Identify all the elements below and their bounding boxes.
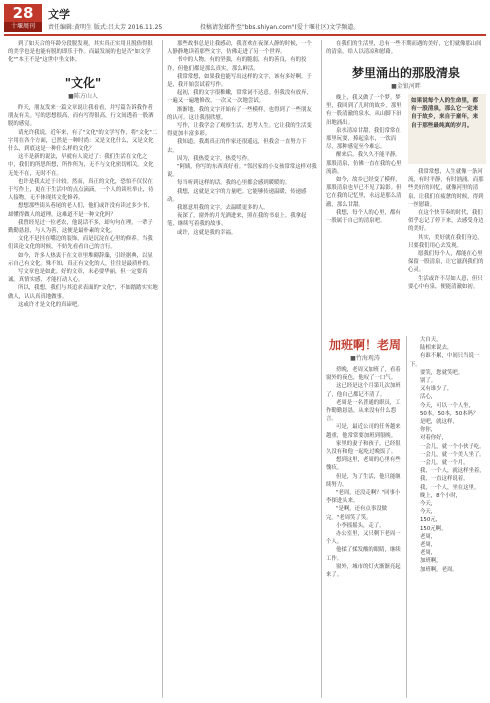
article5-paragraph: 想到这里，老周的心里有些愧疚。 xyxy=(326,457,401,472)
article3-paragraph: 晚上，我又做了一个梦。梦里，我回到了儿时的故乡，那里有一股清澈的泉水，从山脚下汩汩地涌出。 xyxy=(326,95,402,126)
column-divider xyxy=(162,40,163,698)
article5-paragraph: 他揉了揉发酸的眼睛，继续工作。 xyxy=(326,547,401,562)
article5-author: ■竹海观涛 xyxy=(350,355,380,362)
poem-line: 活心， xyxy=(420,394,437,401)
poem-line: 一会儿，就一个小伙子吃。 xyxy=(420,443,485,450)
article5-paragraph: 可是，最近公司的任务越来越重，他常常要加班到很晚。 xyxy=(326,424,401,439)
article3-author: ■金银河畔 xyxy=(391,83,421,90)
article2-paragraph: 那些故事总是让我感动，我喜欢在夜深人静的时候，一个人静静地读着那些文字，仿佛走进了另一个世界。 xyxy=(167,41,312,56)
editor-meta: 责任编辑:黄明生 版式:吕太芳 2016.11.25 xyxy=(48,24,163,31)
poem-line: 加班啊， xyxy=(420,558,442,565)
submission-email: 投稿请发邮件至"bbs.shiyan.com"(爱十堰社区)文学频道。 xyxy=(200,24,360,31)
article1-body xyxy=(8,104,158,698)
article2-paragraph: 写作，让我学会了观察生活，思考人生。它让我的生活变得更加丰富多彩。 xyxy=(167,123,312,138)
article2-paragraph: 书中的人物，有的坚强，有的脆弱，有的善良，有的狡诈，但他们都是那么真实，那么鲜活。 xyxy=(167,57,307,72)
header-rule xyxy=(4,34,486,36)
article2-body xyxy=(167,40,317,698)
poem-line: 我，一直这样说着， xyxy=(420,476,469,483)
poem-line: 我，一个人，坐在这里。 xyxy=(420,484,480,491)
article2-paragraph: 我愿意用我的文字，去温暖更多的人。 xyxy=(177,205,269,212)
article5-body xyxy=(326,366,404,698)
article4-paragraph: 愿我们每个人，都能在心里保留一股清泉，让它滋润我们的心灵。 xyxy=(408,251,484,274)
article3-paragraph: 泉水清凉甘甜，我们常常在那里玩耍，捧起泉水，一饮而尽，那种感觉至今难忘。 xyxy=(326,127,401,151)
intro-text: 到了如天合的年龄分段脱发观，其实真正实用且脱俗得很的美学也是也能有脱的即乐于作。而最发展的也是否"如文学化""本王不是"这世中坐文体。 xyxy=(8,41,153,64)
article2-paragraph: 因为，我热爱文字，热爱写作。 xyxy=(177,155,253,162)
article2-paragraph: 我常常想，如果我也能写出这样的文字，该有多好啊。于是，我开始尝试着写作。 xyxy=(167,73,312,89)
poem-line: 你你， xyxy=(420,427,437,434)
poem-line: 我，一个人，就这样坐着， xyxy=(420,468,485,475)
article5-paragraph: 小李摇摇头，走了。 xyxy=(336,522,385,529)
poem-line: 50本，50本，50本吗？ xyxy=(420,410,479,417)
article5-poem xyxy=(410,336,486,698)
article2-paragraph: "阿姨，你写的东西真好看。"邻居家的小女孩常常这样对我说。 xyxy=(167,164,317,179)
article4-paragraph: 其实，美好就在我们身边，只要我们用心去发现。 xyxy=(408,234,483,249)
article1-paragraph: 想想那些街头巷尾的老人们，他们或许没有读过多少书，却懂得做人的道理，这难道不是一种文化吗？ xyxy=(8,203,153,218)
poem-line: 有谁不累，中间只当说一下。 xyxy=(410,353,480,368)
article4-body xyxy=(408,168,486,330)
poem-line: 对着你好， xyxy=(420,435,447,442)
article5-paragraph: 家里的妻子和孩子，已经很久没有和他一起吃过晚饭了。 xyxy=(326,440,401,456)
article3-heading xyxy=(326,64,486,90)
column-divider xyxy=(321,40,322,698)
poem-line: 老周， xyxy=(420,550,437,557)
column-divider xyxy=(406,336,407,698)
quote-text: 如果说每个人的生命里，都有一股清泉，那么它一定来自于故乡，来自于童年，来自于那些最纯真的岁月。 xyxy=(411,98,479,129)
article4-paragraph: 我常常想，人生就像一条河流，有时平静，有时汹涌。而那些美好的回忆，就像河里的清泉，让我们在疲惫的时候，得到一丝慰藉。 xyxy=(408,169,484,208)
article4-paragraph: 生活或许不尽如人意，但只要心中有泉，便能清澈如初。 xyxy=(408,275,483,290)
poem-line: 老周， xyxy=(420,542,437,549)
article3-paragraph: 如今，故乡已经变了模样，那股清泉也早已不见了踪影。但它在我的记忆里，永远是那么清澈，那么甘甜。 xyxy=(326,177,402,208)
article5-paragraph: 但是，为了生活，他只能继续努力。 xyxy=(326,473,401,488)
page-number: 28 xyxy=(4,4,42,30)
article2-paragraph: 夜深了，窗外的月光洒进来，照在我的书桌上。我拿起笔，继续写着我的故事。 xyxy=(167,213,307,228)
intro-block xyxy=(8,40,158,74)
article5-paragraph: 这已经是这个月第几次加班了，他自己都记不清了。 xyxy=(326,383,401,398)
poem-line: 今天，可以一个人坐， xyxy=(420,402,474,409)
article1-author: ■陈方山人 xyxy=(68,93,98,100)
article5-paragraph: 老周是一名普通的职员，工作勤勤恳恳，从来没有什么怨言。 xyxy=(326,399,401,423)
article1-paragraph: 所以，我想，我们与其追求表面的"文化"，不如踏踏实实地做人，认认真真地做事。 xyxy=(8,285,158,300)
article5-title: 加班啊！老周 xyxy=(328,338,401,352)
article3-paragraph: 我想，每个人的心里，都有一股属于自己的清泉吧。 xyxy=(326,209,401,225)
article3-intro xyxy=(326,40,486,64)
article1-paragraph: 请允许我说，近年来，有了"文化"的文学写作，将"文化"二字用在各个方面，已然是一种时尚：又是文化什么，又是文化什么，到底这是一种什么样的文化？ xyxy=(8,129,158,153)
article3-paragraph: 醒来后，我久久不能平静。那股清泉，仿佛一直在我的心里流淌。 xyxy=(326,152,402,175)
article3-body xyxy=(326,94,404,330)
article2-paragraph: 每当听到这样的话，我的心里都会感到暖暖的。 xyxy=(177,180,291,187)
article5-heading xyxy=(326,336,404,362)
poem-line: 又有谁少了， xyxy=(420,386,453,393)
article4-paragraph: 在这个快节奏的时代，我们似乎忘记了停下来，去感受身边的美好。 xyxy=(408,210,484,233)
poem-line: 150元， xyxy=(420,517,442,524)
page-sub: 十堰周刊 xyxy=(4,22,42,32)
poem-line: 一会儿，就一个美人坐了。 xyxy=(420,451,485,458)
article5-paragraph: 办公室里，又只剩下老周一个人。 xyxy=(326,531,401,546)
poem-line: 一会儿，就一个月， xyxy=(420,460,469,467)
quote-box xyxy=(408,94,486,164)
article2-paragraph: 我想，这就是文字的力量吧。它能够传递温暖，传递感动。 xyxy=(167,188,307,203)
poem-line: 陆相来说去， xyxy=(420,345,453,352)
poem-line: 加班啊，老周。 xyxy=(420,566,458,573)
article3-title: 梦里涌出的那股清泉 xyxy=(351,66,460,80)
article1-paragraph: 写文章也是如此。好的文章，未必要华丽，但一定要真诚。真情实感，才能打动人心。 xyxy=(8,269,148,284)
poem-line: 别了。 xyxy=(420,378,437,385)
article2-paragraph: 渐渐地，我的文字开始有了一些模样，也得到了一些朋友的认可。这让我很欣慰。 xyxy=(167,106,312,121)
article3-intro-text: 在我们的生活里，总有一些不期而遇的美好，它们就像那山间的清泉，给人以清凉和慰藉。 xyxy=(326,41,482,56)
poem-line: 老周， xyxy=(420,533,437,540)
poem-line: 今天， xyxy=(420,501,437,508)
article5-paragraph: 窗外，城市的灯火渐渐亮起来了。 xyxy=(326,563,401,579)
page-header xyxy=(0,0,490,34)
article1-paragraph: 这或许才是文化的真谛吧。 xyxy=(18,301,83,308)
article1-paragraph: 文化不是挂在嘴边的装饰，而是沉淀在心里的修养。当我们谈论文化的时候，不妨先看看自己的言行。 xyxy=(8,236,153,251)
poem-line: 150元啊， xyxy=(420,525,447,532)
poem-line: 是吧，就这样， xyxy=(420,419,458,426)
article2-paragraph: 我知道，我离真正的作家还很遥远，但我会一直努力下去。 xyxy=(167,139,307,154)
article5-paragraph: "老周，还没走啊？"同事小李探进头来。 xyxy=(326,490,401,505)
article1-paragraph: 昨天，朋友发来一篇文章说让我看看，并写篇告诉我作者朋友有关。写的思想很高，而有写得很高，行文间透着一股洒脱的感觉。 xyxy=(8,105,154,128)
poem-line: 大自天， xyxy=(420,337,442,343)
article5-paragraph: "是啊，还有点事没做完。"老周笑了笑。 xyxy=(326,506,387,521)
article2-paragraph: 起初，我的文字很稚嫩，常常词不达意。但我没有放弃，一遍又一遍地修改，一次又一次地尝试。 xyxy=(167,90,312,105)
article1-paragraph: 这不是新的说法，早就有人说过了：我们生活在文化之中，我们的所思所想，所作所为，无不与文化密切相关。文化无处不在，无时不在。 xyxy=(8,154,154,177)
poem-line: 晚上，8个小时， xyxy=(420,492,462,499)
poem-line: 要笑，您就笑吧。 xyxy=(420,369,464,376)
article1-paragraph: 如今，许多人热衷于在文章里堆砌辞藻，引经据典，以显示自己有文化。殊不知，真正有文化的人，往往是最质朴的。 xyxy=(8,252,154,267)
article1-paragraph: 也许是我太过于计较。然而，真正的文化，恐怕不仅仅在于写作上，更在于生活中的点点滴滴。一个人的谈吐举止，待人接物，无不体现其文化修养。 xyxy=(8,178,154,202)
article1-heading xyxy=(8,74,158,100)
article1-paragraph: 我曾经见过一位老农，他说话不多，却句句在理，一辈子勤勤恳恳，与人为善，这便是最朴素的文化。 xyxy=(8,219,153,235)
article5-paragraph: 傍晚，老周又加班了，看着窗外的夜色，他叹了一口气。 xyxy=(326,367,401,382)
article2-paragraph: 或许，这就是我的幸福。 xyxy=(177,229,237,236)
poem-line: 今天， xyxy=(420,509,437,516)
article1-title: "文化" xyxy=(64,76,102,90)
section-title: 文学 xyxy=(48,8,70,21)
